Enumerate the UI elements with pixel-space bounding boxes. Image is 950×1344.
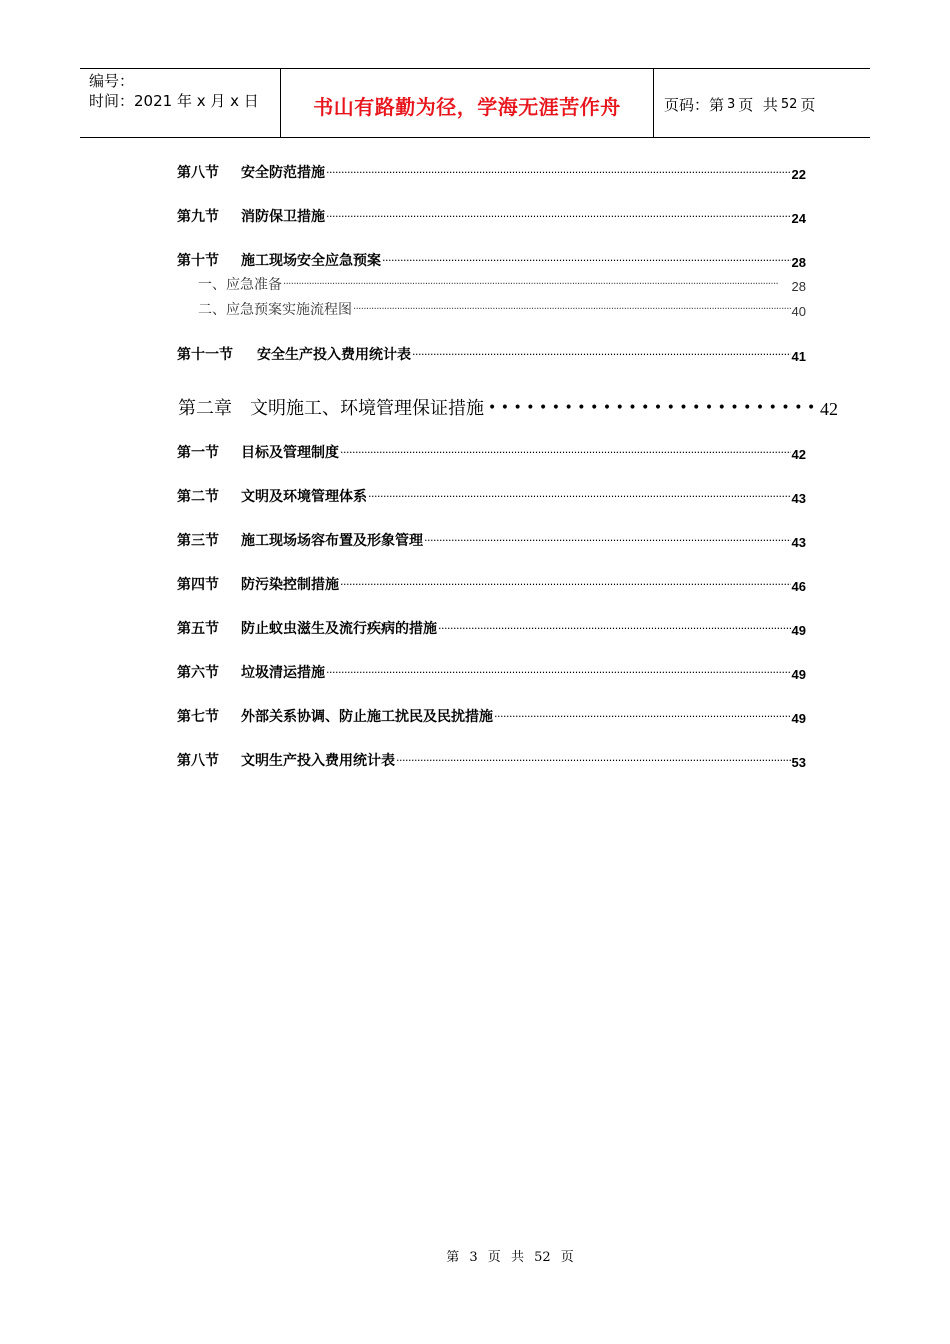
toc-entry-label: 第十节	[177, 253, 219, 269]
toc-entry[interactable]	[177, 660, 806, 682]
toc-entry-label: 第三节	[177, 533, 219, 549]
toc-subentry-page: 40	[791, 304, 806, 319]
toc-leader	[326, 166, 791, 179]
footer-suffix: 页	[560, 1250, 574, 1265]
toc-entry-page: 28	[791, 255, 806, 270]
toc-subentry[interactable]	[198, 299, 806, 319]
page-suffix: 页	[800, 95, 816, 114]
toc-entry-page: 49	[791, 711, 806, 726]
toc-entry-label: 第一节	[177, 445, 219, 461]
toc-entry[interactable]	[177, 248, 806, 270]
footer-mid1: 页	[487, 1250, 501, 1265]
header-meta	[80, 69, 281, 137]
toc-leader	[326, 666, 791, 679]
toc-entry[interactable]	[177, 204, 806, 226]
toc-subentry-title: 一、应急准备	[198, 277, 282, 293]
toc-entry-label: 第六节	[177, 665, 219, 681]
footer-prefix: 第	[446, 1250, 460, 1265]
toc-entry-title: 文明及环境管理体系	[241, 489, 367, 505]
serial-label: 编号：	[89, 72, 135, 90]
toc-chapter-label: 第二章	[178, 398, 232, 419]
toc-entry-title: 外部关系协调、防止施工扰民及民扰措施	[241, 709, 493, 725]
toc-subentry-page: 28	[791, 279, 806, 294]
header-page-info	[654, 69, 870, 137]
toc-entry-label: 第九节	[177, 209, 219, 225]
toc-entry-label: 第八节	[177, 753, 219, 769]
toc-entry-title: 防止蚊虫滋生及流行疾病的措施	[241, 621, 437, 637]
toc-entry-page: 41	[791, 349, 806, 364]
footer-mid2: 共	[510, 1250, 524, 1265]
header-motto-cell	[281, 69, 654, 137]
date-label: 时间：2021 年 x 月 x 日	[89, 92, 259, 110]
page-current: 3	[727, 96, 736, 112]
toc-leader	[283, 279, 791, 290]
page-mid: 页 共	[738, 95, 778, 114]
toc-entry-page: 22	[791, 167, 806, 182]
toc-entry-page: 49	[791, 623, 806, 638]
toc-entry[interactable]	[177, 616, 806, 638]
toc-leader	[488, 400, 820, 416]
toc-chapter-title: 文明施工、环境管理保证措施	[250, 398, 484, 419]
toc-leader	[382, 254, 791, 267]
toc-entry-title: 垃圾清运措施	[241, 665, 325, 681]
footer-total: 52	[534, 1250, 551, 1265]
footer-current: 3	[469, 1250, 478, 1265]
toc-entry[interactable]	[177, 572, 806, 594]
toc-leader	[353, 304, 791, 315]
toc-entry-label: 第十一节	[177, 347, 233, 363]
toc-entry-title: 安全防范措施	[241, 165, 325, 181]
toc-leader	[412, 348, 791, 361]
toc-entry-title: 施工现场场容布置及形象管理	[241, 533, 423, 549]
toc-chapter[interactable]	[178, 394, 838, 420]
toc-entry-title: 防污染控制措施	[241, 577, 339, 593]
toc-entry[interactable]	[177, 440, 806, 462]
toc-entry-page: 43	[791, 491, 806, 506]
toc-subentry[interactable]	[198, 274, 806, 294]
toc-entry-page: 43	[791, 535, 806, 550]
toc-leader	[368, 490, 791, 503]
toc-entry-label: 第二节	[177, 489, 219, 505]
page-header	[80, 68, 870, 138]
toc-subentry-title: 二、应急预案实施流程图	[198, 302, 352, 318]
toc-entry-page: 46	[791, 579, 806, 594]
page-footer	[0, 1246, 950, 1265]
toc-entry-title: 目标及管理制度	[241, 445, 339, 461]
toc-leader	[494, 710, 791, 723]
motto: 书山有路勤为径，学海无涯苦作舟	[313, 94, 621, 119]
toc-entry-label: 第五节	[177, 621, 219, 637]
toc-leader	[340, 446, 791, 459]
toc-entry-title: 消防保卫措施	[241, 209, 325, 225]
toc-entry-page: 42	[791, 447, 806, 462]
toc-entry-title: 安全生产投入费用统计表	[257, 347, 411, 363]
page-total: 52	[780, 96, 798, 112]
toc-entry[interactable]	[177, 342, 806, 364]
toc-entry-label: 第七节	[177, 709, 219, 725]
toc-entry-title: 施工现场安全应急预案	[241, 253, 381, 269]
toc-entry[interactable]	[177, 528, 806, 550]
toc-entry-page: 53	[791, 755, 806, 770]
toc-entry[interactable]	[177, 160, 806, 182]
toc-leader	[326, 210, 791, 223]
toc-entry-label: 第八节	[177, 165, 219, 181]
toc-entry[interactable]	[177, 704, 806, 726]
toc-leader	[438, 622, 791, 635]
toc-entry-label: 第四节	[177, 577, 219, 593]
toc-entry-page: 24	[791, 211, 806, 226]
page-prefix: 页码：第	[664, 95, 725, 114]
toc-entry-title: 文明生产投入费用统计表	[241, 753, 395, 769]
toc-leader	[396, 754, 791, 767]
toc-entry[interactable]	[177, 748, 806, 770]
toc-chapter-page: 42	[820, 399, 838, 419]
toc-entry-page: 49	[791, 667, 806, 682]
toc-leader	[340, 578, 791, 591]
toc-leader	[424, 534, 791, 547]
toc-entry[interactable]	[177, 484, 806, 506]
